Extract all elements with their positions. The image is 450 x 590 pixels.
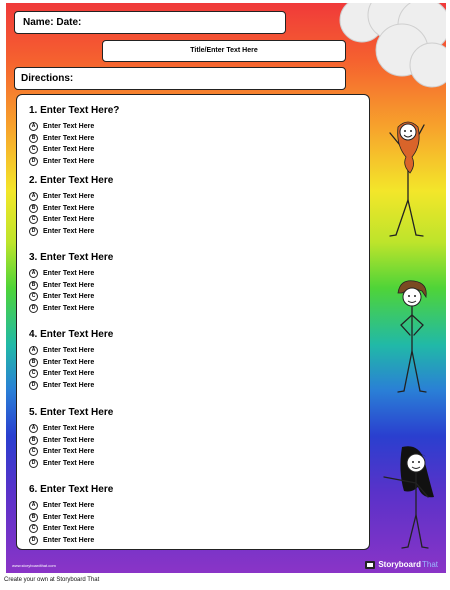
option-letter-icon: C: [29, 292, 38, 301]
option-letter-icon: B: [29, 436, 38, 445]
question-4: [29, 329, 113, 391]
title-label: Title/Enter Text Here: [190, 47, 258, 54]
answer-option[interactable]: [29, 268, 113, 280]
option-text: Enter Text Here: [43, 204, 95, 212]
directions-field[interactable]: [14, 67, 346, 90]
question-6: [29, 484, 113, 546]
answer-option[interactable]: [29, 512, 113, 524]
logo-text-storyboard: Storyboard: [378, 560, 421, 569]
stick-figure-cheering-icon: [382, 115, 432, 240]
logo-text-that: That: [421, 560, 438, 569]
question-title: 2. Enter Text Here: [29, 175, 114, 186]
questions-panel: [16, 94, 370, 550]
question-title: 1. Enter Text Here?: [29, 105, 120, 116]
name-date-label: Name: Date:: [23, 17, 82, 28]
option-letter-icon: D: [29, 459, 38, 468]
option-text: Enter Text Here: [43, 381, 95, 389]
option-letter-icon: C: [29, 145, 38, 154]
option-letter-icon: A: [29, 269, 38, 278]
storyboardthat-logo: [365, 560, 438, 569]
option-text: Enter Text Here: [43, 293, 95, 301]
stick-figure-hands-on-hips-icon: [392, 279, 432, 397]
option-letter-icon: C: [29, 524, 38, 533]
answer-option[interactable]: [29, 500, 113, 512]
option-letter-icon: A: [29, 424, 38, 433]
question-title: 5. Enter Text Here: [29, 407, 114, 418]
answer-option[interactable]: [29, 368, 113, 380]
option-text: Enter Text Here: [43, 459, 95, 467]
answer-option[interactable]: [29, 280, 113, 292]
answer-option[interactable]: [29, 214, 113, 226]
directions-label: Directions:: [21, 73, 74, 84]
option-text: Enter Text Here: [43, 123, 95, 131]
option-letter-icon: B: [29, 281, 38, 290]
option-text: Enter Text Here: [43, 502, 95, 510]
option-text: Enter Text Here: [43, 216, 95, 224]
logo-icon: [365, 561, 375, 569]
option-text: Enter Text Here: [43, 270, 95, 278]
stick-figure-pointing-icon: [378, 443, 440, 553]
option-letter-icon: C: [29, 369, 38, 378]
answer-option[interactable]: [29, 435, 113, 447]
option-text: Enter Text Here: [43, 536, 95, 544]
option-letter-icon: A: [29, 501, 38, 510]
answer-option[interactable]: [29, 380, 113, 392]
answer-option[interactable]: [29, 121, 119, 133]
answer-option[interactable]: [29, 535, 113, 547]
option-text: Enter Text Here: [43, 347, 95, 355]
option-text: Enter Text Here: [43, 227, 95, 235]
option-letter-icon: D: [29, 381, 38, 390]
option-letter-icon: D: [29, 536, 38, 545]
credit-line: Create your own at Storyboard That: [4, 577, 100, 583]
option-text: Enter Text Here: [43, 304, 95, 312]
option-letter-icon: B: [29, 358, 38, 367]
answer-option[interactable]: [29, 156, 119, 168]
answer-option[interactable]: [29, 423, 113, 435]
question-3: [29, 252, 113, 314]
question-title: 4. Enter Text Here: [29, 329, 114, 340]
option-text: Enter Text Here: [43, 513, 95, 521]
question-5: [29, 407, 113, 469]
answer-option[interactable]: [29, 291, 113, 303]
option-text: Enter Text Here: [43, 157, 95, 165]
option-letter-icon: A: [29, 346, 38, 355]
worksheet: [6, 3, 446, 573]
footer-url: www.storyboardthat.com: [12, 563, 56, 568]
answer-option[interactable]: [29, 446, 113, 458]
question-1: [29, 105, 119, 167]
option-letter-icon: A: [29, 122, 38, 131]
question-2: [29, 175, 113, 237]
answer-option[interactable]: [29, 357, 113, 369]
answer-option[interactable]: [29, 144, 119, 156]
option-letter-icon: D: [29, 304, 38, 313]
name-date-field[interactable]: [14, 11, 286, 34]
option-text: Enter Text Here: [43, 436, 95, 444]
option-letter-icon: B: [29, 204, 38, 213]
option-text: Enter Text Here: [43, 281, 95, 289]
option-text: Enter Text Here: [43, 525, 95, 533]
option-text: Enter Text Here: [43, 425, 95, 433]
option-letter-icon: B: [29, 134, 38, 143]
option-text: Enter Text Here: [43, 370, 95, 378]
answer-option[interactable]: [29, 345, 113, 357]
answer-option[interactable]: [29, 523, 113, 535]
question-title: 3. Enter Text Here: [29, 252, 114, 263]
answer-option[interactable]: [29, 226, 113, 238]
option-text: Enter Text Here: [43, 134, 95, 142]
option-text: Enter Text Here: [43, 193, 95, 201]
title-field[interactable]: [102, 40, 346, 62]
question-title: 6. Enter Text Here: [29, 484, 114, 495]
answer-option[interactable]: [29, 458, 113, 470]
option-text: Enter Text Here: [43, 448, 95, 456]
option-text: Enter Text Here: [43, 358, 95, 366]
answer-option[interactable]: [29, 191, 113, 203]
option-letter-icon: B: [29, 513, 38, 522]
option-letter-icon: D: [29, 157, 38, 166]
option-letter-icon: C: [29, 215, 38, 224]
option-letter-icon: C: [29, 447, 38, 456]
option-letter-icon: A: [29, 192, 38, 201]
option-text: Enter Text Here: [43, 146, 95, 154]
answer-option[interactable]: [29, 203, 113, 215]
answer-option[interactable]: [29, 133, 119, 145]
answer-option[interactable]: [29, 303, 113, 315]
option-letter-icon: D: [29, 227, 38, 236]
cloud-decoration: [332, 3, 446, 90]
